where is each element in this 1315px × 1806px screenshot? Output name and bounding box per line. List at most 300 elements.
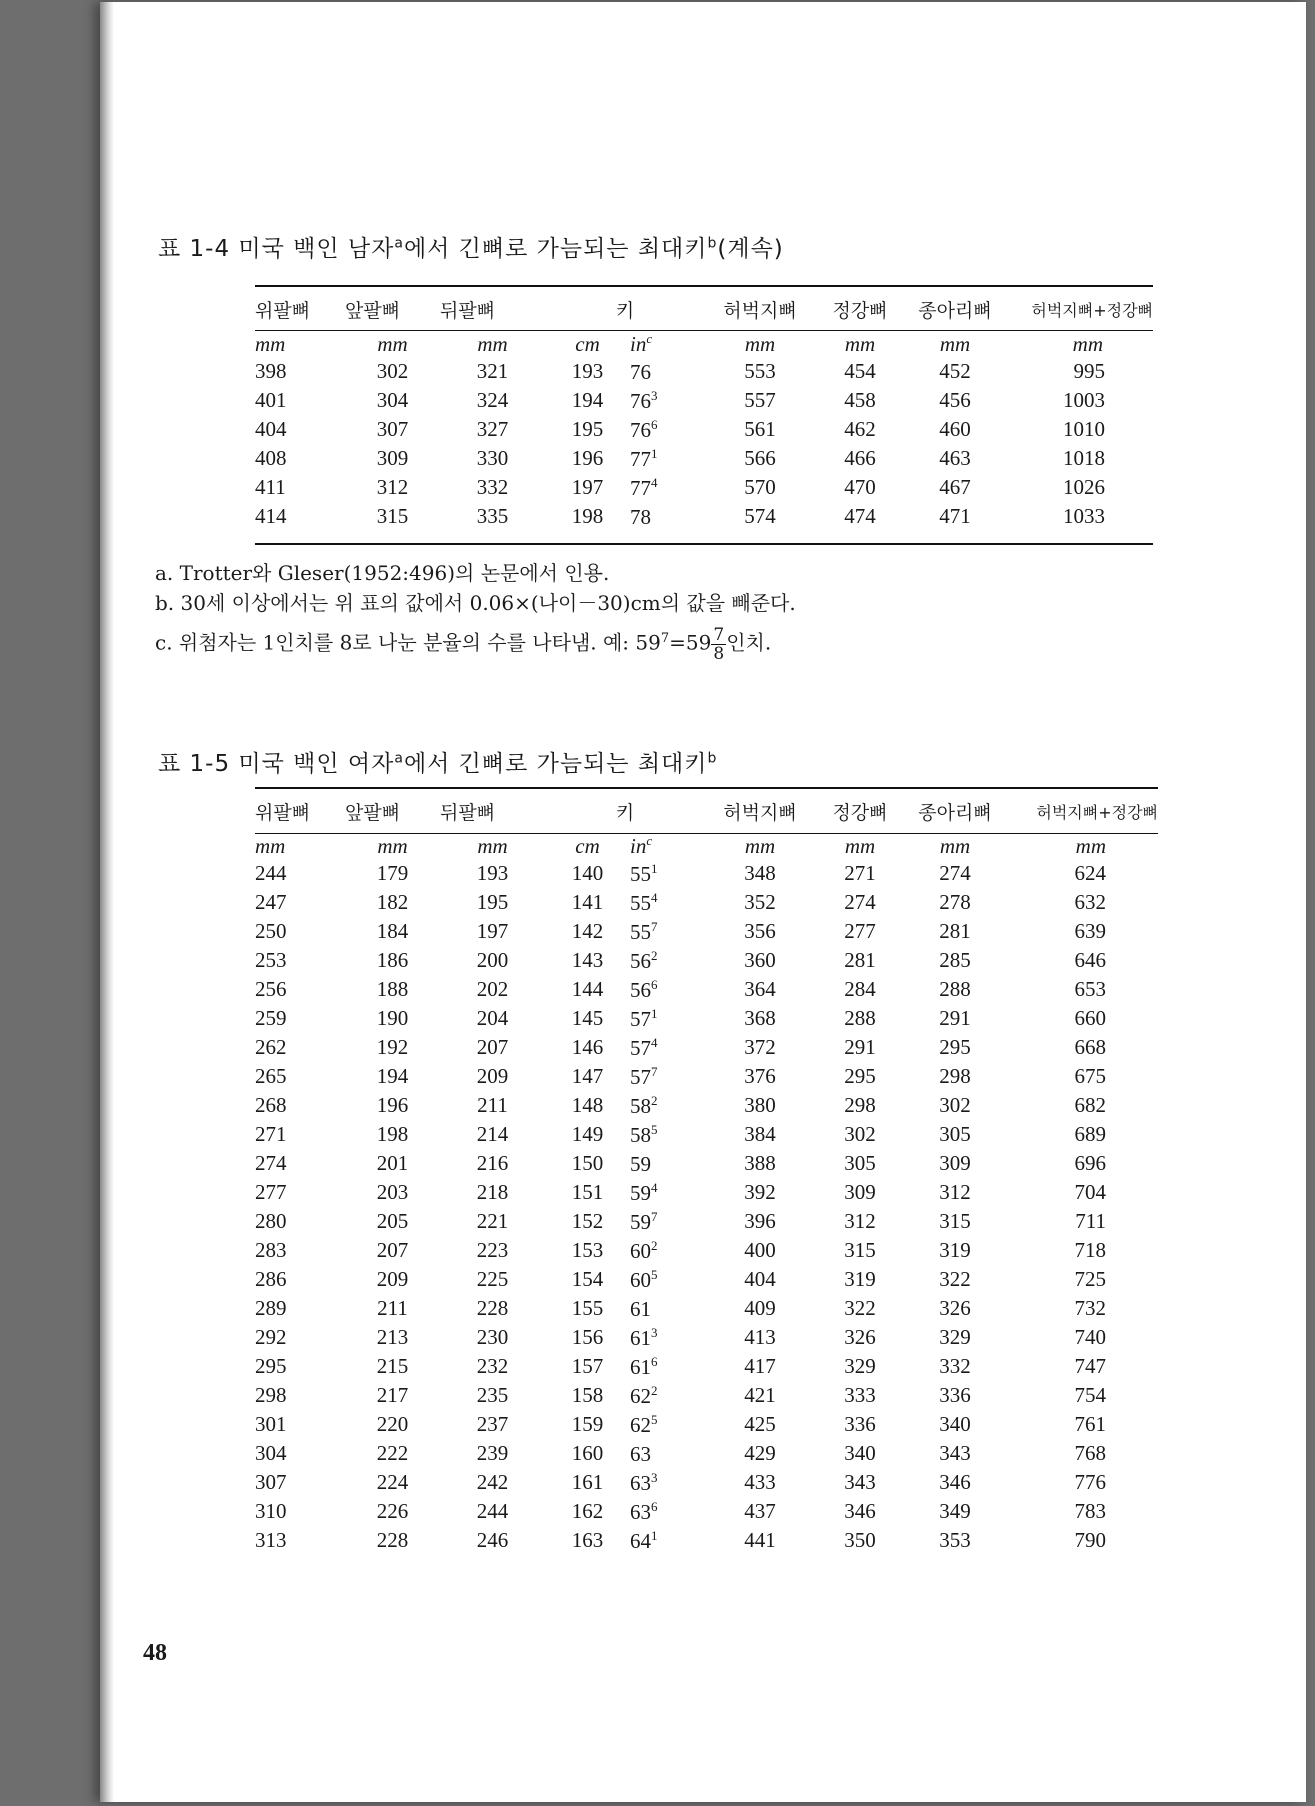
cell-value: 76	[630, 359, 651, 384]
cell-value: 253	[255, 948, 287, 972]
cell-value: 160	[571, 1441, 604, 1465]
cell-value: 718	[1074, 1238, 1106, 1262]
cell-value: 235	[476, 1383, 509, 1407]
unit: mm	[255, 331, 286, 356]
eighths-superscript: 7	[651, 918, 658, 934]
cell-value: 336	[844, 1412, 876, 1436]
cell-value: 557	[744, 388, 776, 412]
cell-value: 190	[376, 1006, 409, 1030]
table4-header-femur-tibia: 허벅지뼈+정강뼈	[1031, 300, 1153, 320]
eighths-superscript: 3	[651, 1324, 658, 1340]
cell-femur	[705, 502, 815, 531]
cell-value: 298	[939, 1064, 971, 1088]
cell-value: 198	[571, 504, 604, 528]
cell-value: 322	[844, 1296, 876, 1320]
cell-value: 150	[571, 1151, 604, 1175]
table-row	[255, 473, 1153, 502]
cell-value: 246	[476, 1528, 509, 1552]
cell-femur	[705, 1120, 815, 1149]
cell-in	[630, 1323, 705, 1352]
cell-value: 274	[255, 1151, 287, 1175]
cell-value: 78	[630, 504, 651, 529]
cell-value: 192	[376, 1035, 409, 1059]
table4-header-row	[255, 287, 1153, 331]
cell-value: 689	[1074, 1122, 1106, 1146]
cell-value: 151	[571, 1180, 604, 1204]
cell-radius	[345, 502, 440, 531]
cell-femtib	[1005, 1236, 1158, 1265]
cell-femtib	[1005, 946, 1158, 975]
cell-tibia	[815, 1410, 905, 1439]
unit: mm	[939, 833, 971, 858]
cell-value: 295	[255, 1354, 287, 1378]
cell-fibula	[905, 1207, 1005, 1236]
table5-caption-text: 표 1-5 미국 백인 여자	[158, 751, 395, 777]
cell-cm	[545, 386, 630, 415]
cell-fibula	[905, 1323, 1005, 1352]
cell-value: 336	[939, 1383, 971, 1407]
cell-femtib	[1005, 917, 1158, 946]
table-row	[255, 1062, 1158, 1091]
cell-ulna	[440, 1207, 545, 1236]
cell-humerus	[255, 1091, 345, 1120]
cell-value: 340	[939, 1412, 971, 1436]
cell-value: 289	[255, 1296, 287, 1320]
table-row	[255, 1381, 1158, 1410]
cell-ulna	[440, 1497, 545, 1526]
cell-value: 56	[630, 977, 651, 1002]
cell-in	[630, 1381, 705, 1410]
cell-tibia	[815, 1497, 905, 1526]
cell-value: 217	[376, 1383, 409, 1407]
cell-value: 307	[255, 1470, 287, 1494]
cell-ulna	[440, 1120, 545, 1149]
table5-header-stature: 키	[615, 801, 635, 824]
cell-value: 284	[844, 977, 876, 1001]
cell-tibia	[815, 1236, 905, 1265]
table-row	[255, 1265, 1158, 1294]
cell-value: 295	[939, 1035, 971, 1059]
cell-value: 404	[744, 1267, 776, 1291]
cell-radius	[345, 1236, 440, 1265]
eighths-superscript: 7	[651, 1208, 658, 1224]
cell-value: 143	[571, 948, 604, 972]
cell-humerus	[255, 1352, 345, 1381]
cell-radius	[345, 1178, 440, 1207]
cell-in	[630, 1497, 705, 1526]
cell-value: 790	[1074, 1528, 1106, 1552]
cell-value: 353	[939, 1528, 971, 1552]
eighths-superscript: 2	[651, 1382, 658, 1398]
cell-in	[630, 1149, 705, 1178]
cell-humerus	[255, 1497, 345, 1526]
cell-fibula	[905, 357, 1005, 386]
cell-value: 312	[376, 475, 409, 499]
cell-cm	[545, 1062, 630, 1091]
cell-in	[630, 1526, 705, 1555]
cell-value: 312	[844, 1209, 876, 1233]
cell-value: 333	[844, 1383, 876, 1407]
cell-value: 398	[255, 359, 287, 383]
cell-value: 305	[939, 1122, 971, 1146]
table5-units-row	[255, 833, 1158, 859]
cell-value: 144	[571, 977, 604, 1001]
table4-caption-text: 표 1-4 미국 백인 남자	[158, 236, 395, 262]
cell-humerus	[255, 1149, 345, 1178]
cell-value: 193	[476, 861, 509, 885]
cell-value: 372	[744, 1035, 776, 1059]
cell-value: 304	[255, 1441, 287, 1465]
cell-femur	[705, 859, 815, 888]
cell-value: 747	[1074, 1354, 1106, 1378]
cell-value: 696	[1074, 1151, 1106, 1175]
cell-cm	[545, 1410, 630, 1439]
cell-tibia	[815, 415, 905, 444]
cell-value: 425	[744, 1412, 776, 1436]
cell-femtib	[1005, 1033, 1158, 1062]
cell-value: 201	[376, 1151, 409, 1175]
cell-radius	[345, 444, 440, 473]
cell-value: 76	[630, 417, 651, 442]
unit: mm	[477, 331, 508, 356]
cell-femur	[705, 1410, 815, 1439]
cell-fibula	[905, 1410, 1005, 1439]
cell-ulna	[440, 1091, 545, 1120]
cell-humerus	[255, 1178, 345, 1207]
table5-header-femur: 허벅지뼈	[723, 801, 797, 824]
cell-fibula	[905, 1062, 1005, 1091]
cell-cm	[545, 1323, 630, 1352]
cell-value: 77	[630, 475, 651, 500]
cell-value: 754	[1074, 1383, 1106, 1407]
cell-value: 200	[476, 948, 509, 972]
cell-value: 553	[744, 359, 776, 383]
cell-tibia	[815, 1207, 905, 1236]
cell-fibula	[905, 1265, 1005, 1294]
cell-femur	[705, 1381, 815, 1410]
unit-in	[630, 331, 705, 357]
cell-ulna	[440, 946, 545, 975]
table-row	[255, 1352, 1158, 1381]
cell-in	[630, 386, 705, 415]
cell-value: 421	[744, 1383, 776, 1407]
cell-value: 197	[571, 475, 604, 499]
cell-value: 292	[255, 1325, 287, 1349]
cell-humerus	[255, 415, 345, 444]
cell-value: 286	[255, 1267, 287, 1291]
table4-caption-sup-a: a	[394, 235, 404, 252]
cell-ulna	[440, 1004, 545, 1033]
cell-value: 321	[476, 359, 509, 383]
cell-value: 205	[376, 1209, 409, 1233]
cell-cm	[545, 888, 630, 917]
table-row	[255, 502, 1153, 531]
cell-ulna	[440, 1323, 545, 1352]
cell-value: 768	[1074, 1441, 1106, 1465]
cell-in	[630, 946, 705, 975]
unit: mm	[377, 833, 408, 858]
cell-femtib	[1005, 357, 1153, 386]
cell-value: 277	[844, 919, 876, 943]
cell-value: 211	[477, 1093, 508, 1117]
cell-value: 153	[571, 1238, 604, 1262]
cell-value: 315	[376, 504, 409, 528]
cell-value: 340	[844, 1441, 876, 1465]
cell-value: 305	[844, 1151, 876, 1175]
table5-caption	[158, 745, 717, 778]
cell-value: 295	[844, 1064, 876, 1088]
cell-value: 215	[376, 1354, 409, 1378]
cell-ulna	[440, 859, 545, 888]
cell-value: 55	[630, 890, 651, 915]
cell-value: 310	[255, 1499, 287, 1523]
cell-radius	[345, 1265, 440, 1294]
unit: mm	[844, 833, 876, 858]
cell-in	[630, 1410, 705, 1439]
cell-cm	[545, 1352, 630, 1381]
cell-femur	[705, 1265, 815, 1294]
cell-radius	[345, 975, 440, 1004]
cell-tibia	[815, 1033, 905, 1062]
cell-value: 327	[476, 417, 509, 441]
cell-fibula	[905, 859, 1005, 888]
cell-value: 222	[376, 1441, 409, 1465]
cell-femtib	[1005, 1497, 1158, 1526]
cell-tibia	[815, 502, 905, 531]
cell-fibula	[905, 502, 1005, 531]
cell-cm	[545, 1033, 630, 1062]
cell-value: 202	[476, 977, 509, 1001]
cell-ulna	[440, 1526, 545, 1555]
cell-value: 142	[571, 919, 604, 943]
cell-value: 250	[255, 919, 287, 943]
cell-femtib	[1005, 1439, 1158, 1468]
cell-value: 61	[630, 1296, 651, 1321]
cell-in	[630, 502, 705, 531]
cell-femtib	[1005, 1468, 1158, 1497]
unit: cm	[575, 331, 600, 356]
cell-value: 343	[939, 1441, 971, 1465]
cell-value: 281	[844, 948, 876, 972]
cell-cm	[545, 1091, 630, 1120]
cell-value: 384	[744, 1122, 776, 1146]
cell-value: 350	[844, 1528, 876, 1552]
cell-fibula	[905, 946, 1005, 975]
cell-humerus	[255, 1381, 345, 1410]
cell-humerus	[255, 444, 345, 473]
table4-header-ulna: 뒤팔뼈	[440, 299, 496, 322]
cell-femtib	[1005, 502, 1153, 531]
cell-cm	[545, 1526, 630, 1555]
cell-value: 458	[844, 388, 876, 412]
unit-sup-c: c	[646, 331, 653, 346]
cell-value: 632	[1074, 890, 1106, 914]
cell-femur	[705, 1236, 815, 1265]
cell-humerus	[255, 888, 345, 917]
cell-in	[630, 1062, 705, 1091]
cell-value: 725	[1074, 1267, 1106, 1291]
cell-femtib	[1005, 1207, 1158, 1236]
cell-value: 61	[630, 1354, 651, 1379]
cell-cm	[545, 1468, 630, 1497]
cell-in	[630, 444, 705, 473]
cell-value: 148	[571, 1093, 604, 1117]
cell-value: 195	[476, 890, 509, 914]
cell-femur	[705, 1004, 815, 1033]
cell-ulna	[440, 917, 545, 946]
cell-value: 470	[844, 475, 876, 499]
cell-value: 63	[630, 1499, 651, 1524]
cell-value: 456	[939, 388, 971, 412]
table4-caption	[158, 230, 784, 263]
cell-value: 346	[939, 1470, 971, 1494]
cell-ulna	[440, 1236, 545, 1265]
cell-radius	[345, 1439, 440, 1468]
cell-value: 1033	[1063, 504, 1105, 528]
cell-value: 271	[255, 1122, 287, 1146]
cell-tibia	[815, 888, 905, 917]
unit: mm	[1072, 331, 1103, 356]
cell-value: 149	[571, 1122, 604, 1146]
cell-femur	[705, 1439, 815, 1468]
table4-caption-end: (계속)	[717, 236, 784, 262]
cell-value: 146	[571, 1035, 604, 1059]
cell-value: 324	[476, 388, 509, 412]
cell-value: 704	[1074, 1180, 1106, 1204]
cell-femur	[705, 1468, 815, 1497]
eighths-superscript: 3	[651, 387, 658, 403]
cell-tibia	[815, 1468, 905, 1497]
table-row	[255, 946, 1158, 975]
cell-value: 280	[255, 1209, 287, 1233]
cell-tibia	[815, 444, 905, 473]
cell-humerus	[255, 859, 345, 888]
cell-value: 59	[630, 1180, 651, 1205]
note-c-post: 인치.	[726, 630, 772, 655]
table4-header-tibia: 정강뼈	[832, 299, 888, 322]
cell-tibia	[815, 1323, 905, 1352]
cell-fibula	[905, 1178, 1005, 1207]
cell-humerus	[255, 975, 345, 1004]
note-a: a. Trotter와 Gleser(1952:496)의 논문에서 인용.	[155, 561, 610, 585]
cell-value: 203	[376, 1180, 409, 1204]
cell-value: 288	[939, 977, 971, 1001]
table4	[255, 287, 1153, 531]
cell-value: 368	[744, 1006, 776, 1030]
cell-in	[630, 473, 705, 502]
table5-header-tibia: 정강뼈	[832, 801, 888, 824]
eighths-superscript: 2	[651, 1092, 658, 1108]
cell-radius	[345, 473, 440, 502]
cell-value: 259	[255, 1006, 287, 1030]
cell-value: 228	[476, 1296, 509, 1320]
cell-humerus	[255, 1439, 345, 1468]
cell-value: 145	[571, 1006, 604, 1030]
cell-value: 460	[939, 417, 971, 441]
table-row	[255, 357, 1153, 386]
cell-fibula	[905, 444, 1005, 473]
cell-value: 301	[255, 1412, 287, 1436]
cell-value: 224	[376, 1470, 409, 1494]
cell-value: 429	[744, 1441, 776, 1465]
cell-in	[630, 1033, 705, 1062]
cell-value: 57	[630, 1064, 651, 1089]
cell-value: 401	[255, 388, 287, 412]
cell-value: 209	[376, 1267, 409, 1291]
cell-value: 58	[630, 1122, 651, 1147]
cell-value: 207	[376, 1238, 409, 1262]
cell-tibia	[815, 975, 905, 1004]
cell-cm	[545, 502, 630, 531]
cell-value: 646	[1074, 948, 1106, 972]
cell-value: 265	[255, 1064, 287, 1088]
cell-tibia	[815, 1178, 905, 1207]
cell-tibia	[815, 1265, 905, 1294]
table5-header-fibula: 종아리뼈	[918, 801, 992, 824]
cell-tibia	[815, 1120, 905, 1149]
cell-value: 302	[376, 359, 409, 383]
table4-caption-sup-b: b	[707, 235, 718, 252]
cell-value: 156	[571, 1325, 604, 1349]
cell-value: 147	[571, 1064, 604, 1088]
cell-value: 660	[1074, 1006, 1106, 1030]
cell-ulna	[440, 888, 545, 917]
note-c-eq: =59	[669, 630, 712, 655]
table5-header-radius: 앞팔뼈	[345, 801, 401, 824]
cell-value: 220	[376, 1412, 409, 1436]
cell-value: 437	[744, 1499, 776, 1523]
table-row	[255, 917, 1158, 946]
cell-femur	[705, 1062, 815, 1091]
cell-in	[630, 859, 705, 888]
cell-ulna	[440, 1381, 545, 1410]
eighths-superscript: 1	[651, 1527, 658, 1543]
cell-value: 55	[630, 861, 651, 886]
cell-value: 285	[939, 948, 971, 972]
cell-cm	[545, 917, 630, 946]
cell-value: 63	[630, 1470, 651, 1495]
cell-value: 467	[939, 475, 971, 499]
table4-header-radius: 앞팔뼈	[345, 299, 401, 322]
cell-value: 319	[939, 1238, 971, 1262]
table5-caption-sup-a: a	[394, 750, 404, 767]
cell-ulna	[440, 473, 545, 502]
cell-in	[630, 1265, 705, 1294]
cell-value: 463	[939, 446, 971, 470]
cell-value: 278	[939, 890, 971, 914]
cell-fibula	[905, 1526, 1005, 1555]
cell-femur	[705, 444, 815, 473]
cell-value: 474	[844, 504, 876, 528]
table-row	[255, 415, 1153, 444]
cell-value: 193	[571, 359, 604, 383]
cell-value: 441	[744, 1528, 776, 1552]
unit: in	[630, 834, 647, 858]
table4-units-row	[255, 331, 1153, 357]
unit: mm	[744, 833, 776, 858]
cell-radius	[345, 859, 440, 888]
cell-radius	[345, 1207, 440, 1236]
table-row	[255, 1294, 1158, 1323]
cell-value: 452	[939, 359, 971, 383]
cell-value: 400	[744, 1238, 776, 1262]
cell-value: 380	[744, 1093, 776, 1117]
cell-value: 58	[630, 1093, 651, 1118]
cell-value: 57	[630, 1035, 651, 1060]
cell-cm	[545, 473, 630, 502]
cell-value: 561	[744, 417, 776, 441]
table-row	[255, 1149, 1158, 1178]
